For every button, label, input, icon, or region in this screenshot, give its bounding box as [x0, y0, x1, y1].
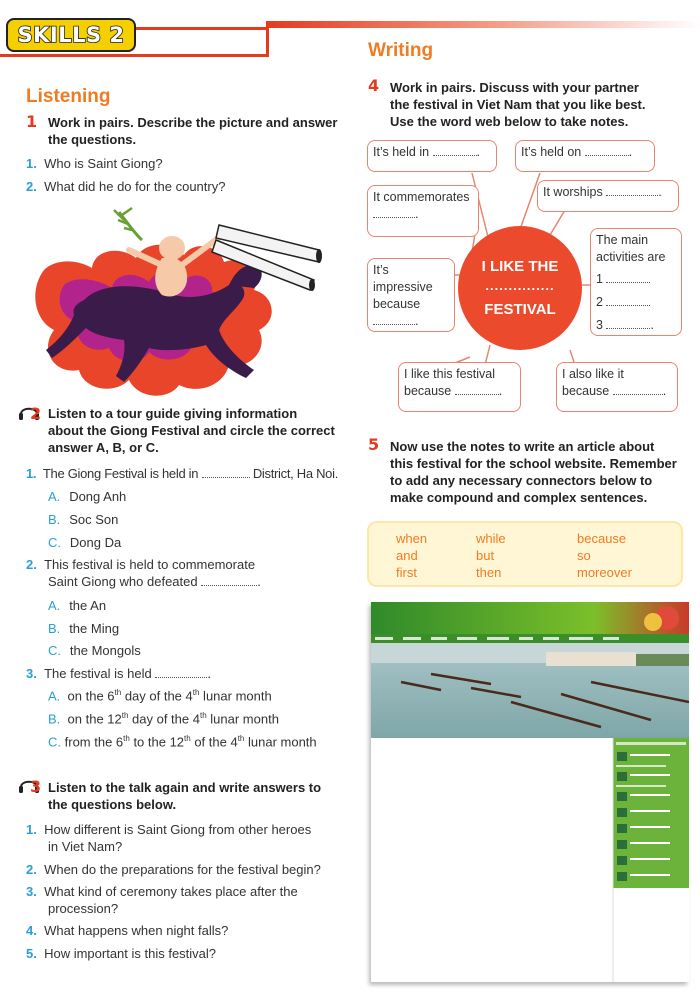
instruction-line: answer A, B, or C. [48, 440, 159, 455]
bubble-held-in[interactable] [367, 140, 497, 172]
bubble-also-like[interactable] [556, 362, 678, 412]
skills-badge [6, 18, 136, 52]
question-text: How important is this festival? [44, 946, 217, 961]
connector-word: first [396, 565, 417, 580]
question-number: 2. [26, 179, 37, 194]
answer-blank[interactable] [613, 383, 663, 395]
bubble-text: . [658, 185, 662, 199]
exercise-5-number: 5 [368, 435, 380, 454]
option-text: the Ming [69, 621, 120, 636]
exercise-1-instruction [48, 114, 337, 148]
ex3-question-2 [26, 861, 321, 878]
ex2-q3-option-b[interactable] [48, 711, 279, 726]
option-letter: A. [48, 598, 61, 613]
question-text: What happens when night falls? [44, 923, 229, 938]
ex2-q1-option-a[interactable] [48, 488, 126, 506]
website-illustration [371, 602, 689, 982]
question-number: 5. [26, 946, 37, 961]
option-text: Dong Da [69, 535, 122, 550]
connector-word: while [476, 531, 506, 546]
instruction-line: Listen to the talk again and write answers to [48, 780, 322, 795]
instruction-line: Use the word web below to take notes. [390, 114, 629, 129]
exercise-2-instruction [48, 405, 338, 456]
bubble-text: It’s held in [373, 145, 430, 159]
bubble-text: because [404, 384, 452, 398]
header-line [132, 27, 267, 30]
ex1-question-2 [26, 178, 225, 195]
instruction-line: Now use the notes to write an article about [390, 439, 655, 454]
header-divider [266, 27, 269, 56]
option-text: the Mongols [69, 643, 141, 658]
answer-blank[interactable] [585, 144, 629, 156]
exercise-4-instruction [390, 79, 680, 130]
option-text: from the 6 [64, 734, 124, 750]
connector-word: moreover [577, 565, 632, 580]
bubble-text: It’s held on [521, 145, 582, 159]
bubble-text: because [373, 297, 421, 311]
bubble-impressive[interactable] [367, 258, 455, 332]
instruction-line: make compound and complex sentences. [390, 490, 648, 505]
ex3-question-4 [26, 922, 228, 939]
ordinal-suffix: th [184, 734, 191, 743]
option-text: day of the 4 [128, 711, 200, 727]
connector-word: when [396, 531, 428, 546]
answer-blank[interactable] [201, 574, 257, 586]
answer-blank[interactable] [373, 206, 415, 218]
ex2-question-2 [26, 556, 261, 590]
bubble-text: . [498, 384, 503, 398]
instruction-line: Listen to a tour guide giving information [48, 406, 298, 421]
ex2-q2-option-b[interactable] [48, 620, 119, 638]
question-text: Who is Saint Giong? [44, 156, 163, 171]
bubble-text: . [628, 145, 633, 159]
question-number: 4. [26, 923, 37, 938]
question-number: 1. [26, 822, 37, 837]
exercise-4-number: 4 [368, 76, 380, 95]
exercise-1-number: 1 [26, 112, 38, 131]
bubble-worships[interactable] [537, 180, 679, 212]
option-text: to the 12 [129, 734, 185, 750]
bubble-text: The main [596, 233, 649, 247]
ordinal-suffix: th [199, 711, 207, 720]
option-letter: A. [48, 688, 61, 704]
exercise-3-number: 3 [30, 777, 42, 796]
connector-word: but [476, 548, 495, 563]
instruction-line: the festival in Viet Nam that you like best. [390, 97, 646, 112]
question-text: What kind of ceremony takes place after the [44, 884, 298, 899]
connector-word: because [577, 531, 627, 546]
instruction-line: to add any necessary connectors below to [390, 473, 653, 488]
center-text: ............... [485, 278, 555, 293]
question-text: in Viet Nam? [48, 839, 123, 854]
option-letter: B. [48, 512, 61, 527]
bubble-text: . [662, 384, 667, 398]
option-letter: B. [48, 711, 61, 727]
ordinal-suffix: th [237, 734, 245, 743]
center-text: I LIKE THE [481, 258, 559, 275]
ex2-q1-option-c[interactable] [48, 534, 121, 552]
center-text: FESTIVAL [484, 301, 556, 318]
connector-word: so [577, 548, 591, 563]
ex3-question-3 [26, 883, 298, 917]
instruction-line: this festival for the school website. Remember [390, 456, 677, 471]
ordinal-suffix: th [114, 688, 122, 697]
answer-blank[interactable] [606, 294, 650, 306]
ex2-q1-option-b[interactable] [48, 511, 118, 529]
option-letter: C. [48, 734, 61, 750]
answer-blank[interactable] [155, 666, 207, 678]
exercise-2-number: 2 [30, 404, 42, 423]
connector-word: then [476, 565, 502, 580]
question-number: 3. [26, 884, 37, 899]
question-number: 2. [26, 862, 37, 877]
option-text: lunar month [199, 688, 272, 704]
ex2-q2-option-a[interactable] [48, 597, 106, 615]
option-letter: C. [48, 535, 61, 550]
ordinal-suffix: th [123, 734, 130, 743]
saint-giong-illustration [24, 200, 324, 405]
question-number: 2. [26, 557, 37, 572]
answer-blank[interactable] [606, 184, 658, 196]
option-letter: C. [48, 643, 61, 658]
bubble-text: activities are [596, 250, 666, 264]
option-text: lunar month [244, 734, 317, 750]
header-gradient-bar [266, 21, 700, 28]
bubble-text: It worships [543, 185, 603, 199]
bubble-text: I like this festival [404, 367, 496, 381]
bubble-text: because [562, 384, 610, 398]
header-underline [0, 54, 269, 57]
question-text: The Giong Festival is held in [42, 466, 199, 481]
ordinal-suffix: th [192, 688, 200, 697]
option-text: lunar month [206, 711, 279, 727]
bubble-text: . [650, 318, 654, 332]
option-text: Soc Son [69, 512, 119, 527]
answer-blank[interactable] [606, 317, 650, 329]
connector-word: and [396, 548, 418, 563]
option-text: day of the 4 [121, 688, 193, 704]
question-text: How different is Saint Giong from other heroes [44, 822, 312, 837]
bubble-held-on[interactable] [515, 140, 655, 172]
ex2-question-1 [26, 465, 338, 482]
question-number: 3. [26, 666, 37, 681]
exercise-5-instruction [390, 438, 680, 506]
ex3-question-5 [26, 945, 216, 962]
instruction-line: Work in pairs. Describe the picture and answer [48, 115, 338, 130]
question-text: This festival is held to commemorate [44, 557, 256, 572]
question-text: When do the preparations for the festival begin? [44, 862, 321, 877]
question-text: Saint Giong who defeated [48, 574, 198, 589]
school-website-mockup [371, 602, 689, 982]
option-text: Dong Anh [69, 489, 127, 504]
bubble-text: I also like it [562, 367, 624, 381]
option-text: of the 4 [190, 734, 238, 750]
skills-badge-label: SKILLS 2 [17, 23, 125, 47]
listening-title: Listening [26, 86, 111, 107]
bubble-like-because[interactable] [398, 362, 521, 412]
question-text: procession? [48, 901, 119, 916]
answer-blank[interactable] [433, 144, 477, 156]
ex1-question-1 [26, 155, 163, 172]
answer-blank[interactable] [455, 383, 499, 395]
word-web-center [458, 226, 582, 350]
instruction-line: Work in pairs. Discuss with your partner [390, 80, 639, 95]
answer-blank[interactable] [373, 313, 415, 325]
question-text: What did he do for the country? [44, 179, 226, 194]
bubble-text: 3 [596, 318, 603, 332]
bubble-text: . [415, 314, 419, 328]
instruction-line: the questions. [48, 132, 137, 147]
exercise-3-instruction [48, 779, 321, 813]
question-text: . [207, 666, 211, 681]
bubble-text: . [415, 207, 419, 221]
ordinal-suffix: th [121, 711, 129, 720]
option-letter: A. [48, 489, 61, 504]
instruction-line: about the Giong Festival and circle the correct [48, 423, 335, 438]
ex2-q3-option-a[interactable] [48, 688, 272, 703]
answer-blank[interactable] [202, 466, 250, 478]
option-text: on the 12 [67, 711, 122, 727]
bubble-main-activities[interactable] [590, 228, 682, 336]
option-text: on the 6 [67, 688, 115, 704]
question-text: District, Ha Noi. [252, 466, 339, 481]
bubble-text: It commemorates [373, 190, 470, 204]
writing-title: Writing [368, 40, 434, 61]
ex2-q3-option-c[interactable] [48, 734, 317, 749]
ex2-q2-option-c[interactable] [48, 642, 141, 660]
option-text: the An [69, 598, 107, 613]
instruction-line: the questions below. [48, 797, 177, 812]
bubble-text: It’s impressive [373, 263, 433, 294]
question-text: The festival is held [44, 666, 152, 681]
ex2-question-3 [26, 665, 211, 682]
answer-blank[interactable] [606, 271, 650, 283]
question-text: . [257, 574, 261, 589]
bubble-text: 2 [596, 295, 603, 309]
question-number: 1. [26, 466, 37, 481]
bubble-text: 1 [596, 272, 603, 286]
bubble-commemorates[interactable] [367, 185, 479, 237]
ex3-question-1 [26, 821, 311, 855]
bubble-text: . [476, 145, 481, 159]
option-letter: B. [48, 621, 61, 636]
question-number: 1. [26, 156, 37, 171]
